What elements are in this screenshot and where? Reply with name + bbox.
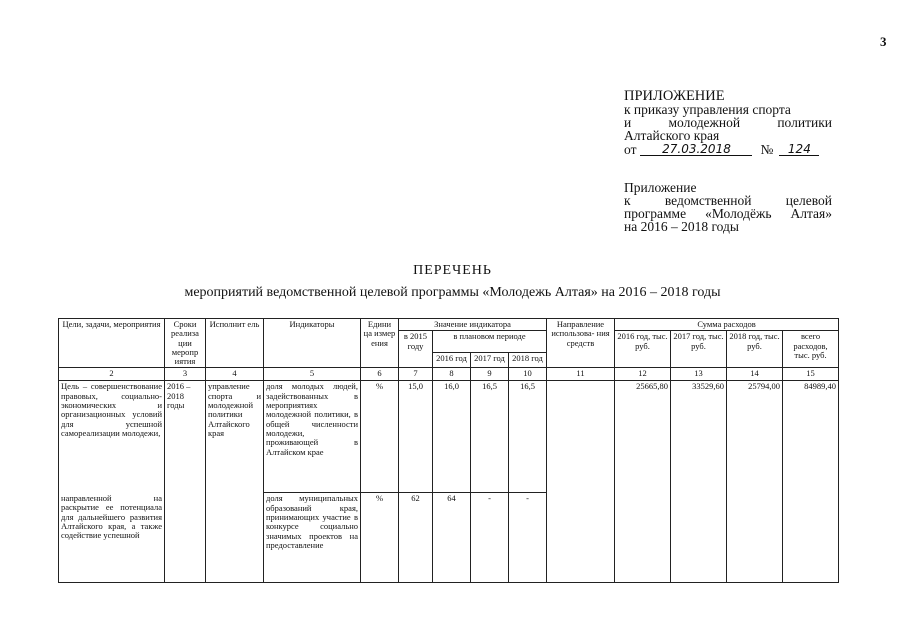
value-2018-cell: 16,5: [509, 381, 547, 493]
measures-table: [58, 318, 839, 583]
appendix-line: к приказу управления спорта: [624, 102, 791, 117]
value-2016-cell: 64: [433, 493, 471, 583]
column-numbers-row: [59, 368, 839, 381]
appendix-block: [624, 90, 832, 156]
value-2015-cell: 62: [399, 493, 433, 583]
expense-2017-cell: 33529,60: [671, 381, 727, 583]
executor-cell: управление спорта и молодежной политики Алтайского края: [206, 381, 264, 583]
number-sign: №: [760, 142, 774, 157]
header-terms: Сроки реализа ции меропр иятия: [165, 319, 206, 368]
total-cell: 84989,40: [783, 381, 839, 583]
header-executor: Исполнит ель: [206, 319, 264, 368]
column-number: 7: [399, 368, 433, 381]
program-appendix-line: к ведомственной целевой: [624, 193, 832, 208]
column-number: 14: [727, 368, 783, 381]
program-appendix-block: [624, 181, 832, 233]
header-planned-period: в плановом периоде: [433, 331, 547, 353]
order-date: 27.03.2018: [640, 143, 752, 156]
date-prefix: от: [624, 142, 637, 157]
header-2015: в 2015 году: [399, 331, 433, 368]
value-2018-cell: -: [509, 493, 547, 583]
value-2015-cell: 15,0: [399, 381, 433, 493]
value-2017-cell: -: [471, 493, 509, 583]
expense-2018-cell: 25794,00: [727, 381, 783, 583]
column-number: 9: [471, 368, 509, 381]
page-number: 3: [880, 34, 887, 49]
header-2016: 2016 год: [433, 353, 471, 368]
header-expense-2018: 2018 год, тыс. руб.: [727, 331, 783, 368]
program-appendix-line: на 2016 – 2018 годы: [624, 219, 739, 234]
column-number: 11: [547, 368, 615, 381]
header-total: всего расходов, тыс. руб.: [783, 331, 839, 368]
table-row: [59, 381, 839, 493]
appendix-line: Алтайского края: [624, 128, 720, 143]
header-2017: 2017 год: [471, 353, 509, 368]
column-number: 5: [264, 368, 361, 381]
goal-cell: Цель – совершенствование правовых, социально-экономических и организационных условий для успешной самореализации молодежи,: [59, 381, 165, 493]
value-2017-cell: 16,5: [471, 381, 509, 493]
direction-cell: [547, 381, 615, 583]
appendix-heading: ПРИЛОЖЕНИЕ: [624, 88, 725, 104]
header-2018: 2018 год: [509, 353, 547, 368]
column-number: 2: [59, 368, 165, 381]
indicator-cell: доля муниципальных образований края, принимающих участие в конкурсе социально значимых проектов на предоставление: [264, 493, 361, 583]
header-indicators: Индикаторы: [264, 319, 361, 368]
document-title: ПЕРЕЧЕНЬ: [413, 263, 492, 278]
order-number: 124: [779, 143, 819, 156]
unit-cell: %: [361, 493, 399, 583]
header-direction: Направление использова- ния средств: [547, 319, 615, 368]
term-cell: 2016 – 2018 годы: [165, 381, 206, 583]
column-number: 8: [433, 368, 471, 381]
column-number: 6: [361, 368, 399, 381]
unit-cell: %: [361, 381, 399, 493]
header-unit: Едини ца измер ения: [361, 319, 399, 368]
document-subtitle: мероприятий ведомственной целевой программы «Молодежь Алтая» на 2016 – 2018 годы: [184, 285, 721, 300]
order-date-line: [624, 143, 832, 156]
column-number: 12: [615, 368, 671, 381]
program-appendix-heading: Приложение: [624, 180, 697, 195]
column-number: 4: [206, 368, 264, 381]
appendix-line: и молодежной политики: [624, 115, 832, 130]
program-appendix-line: программе «Молодёжь Алтая»: [624, 206, 832, 221]
header-indicator-value: Значение индикатора: [399, 319, 547, 331]
header-expense-2017: 2017 год, тыс. руб.: [671, 331, 727, 368]
indicator-cell: доля молодых людей, задействованных в мероприятиях молодежной политики, в общей численности молодежи, проживающей в Алтайском крае: [264, 381, 361, 493]
value-2016-cell: 16,0: [433, 381, 471, 493]
column-number: 3: [165, 368, 206, 381]
column-number: 10: [509, 368, 547, 381]
header-expense-2016: 2016 год, тыс. руб.: [615, 331, 671, 368]
column-number: 15: [783, 368, 839, 381]
goal-cell-continued: направленной на раскрытие ее потенциала для дальнейшего развития Алтайского края, а также содействие успешной: [59, 493, 165, 583]
header-sum-expenses: Сумма расходов: [615, 319, 839, 331]
table-header-row: [59, 319, 839, 331]
header-goals: Цели, задачи, мероприятия: [59, 319, 165, 368]
expense-2016-cell: 25665,80: [615, 381, 671, 583]
column-number: 13: [671, 368, 727, 381]
